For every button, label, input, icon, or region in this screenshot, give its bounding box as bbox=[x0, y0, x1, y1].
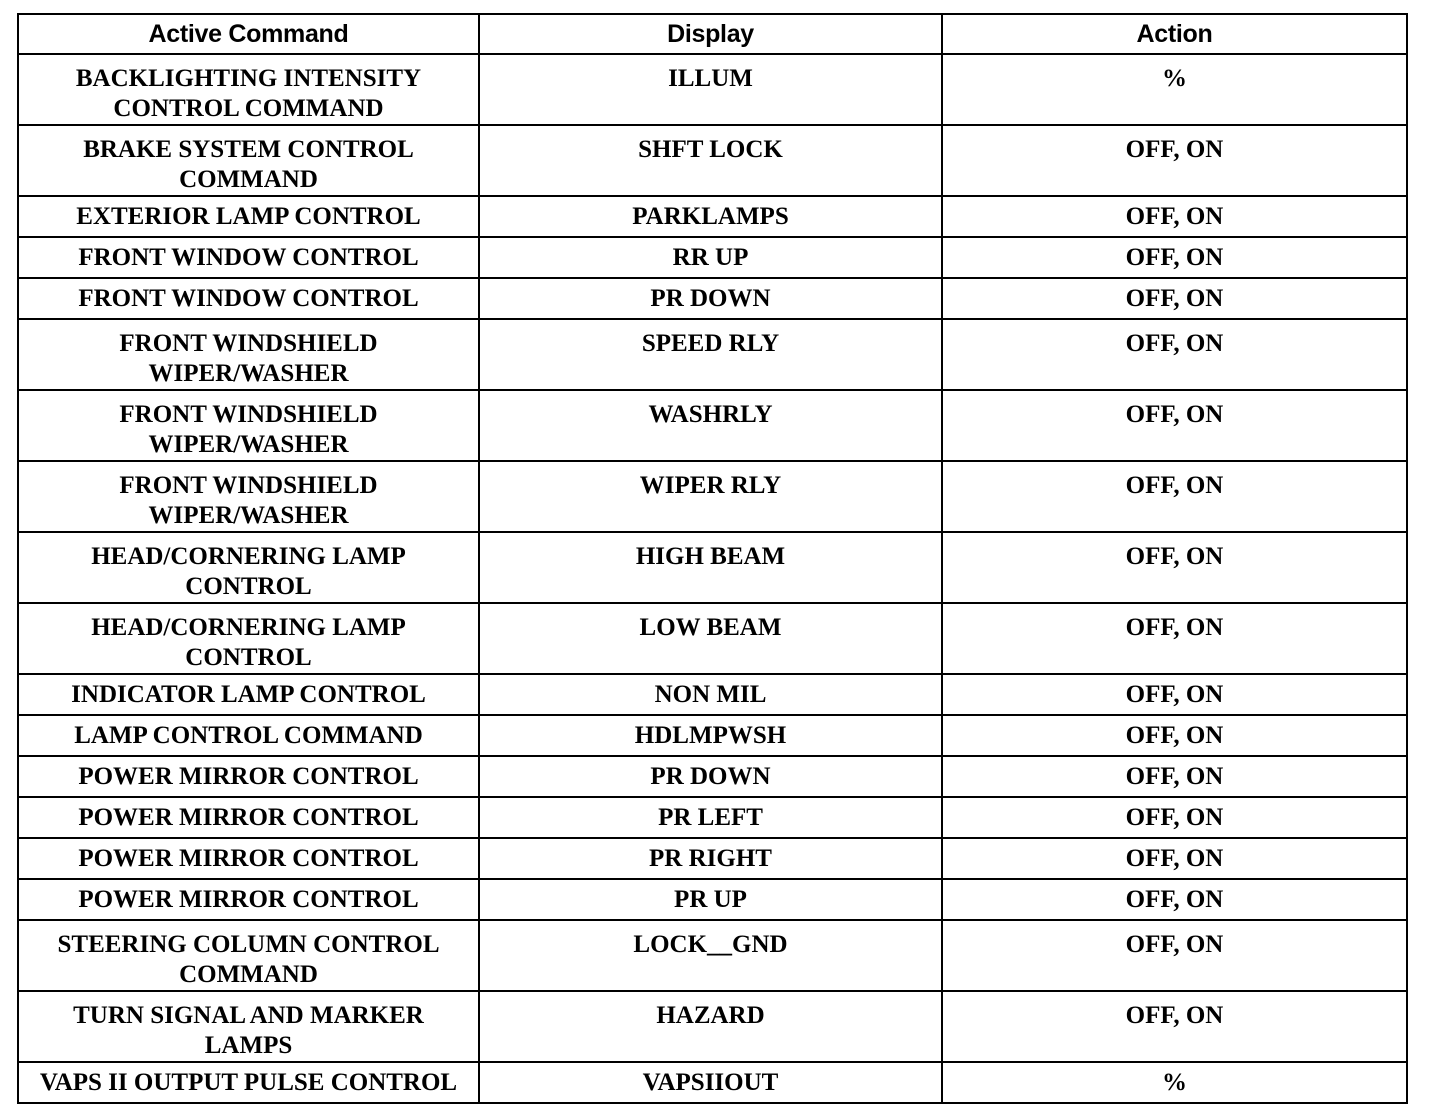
cell-action: OFF, ON bbox=[942, 237, 1407, 278]
command-line: WIPER/WASHER bbox=[148, 502, 349, 529]
cell-active-command bbox=[18, 920, 479, 991]
command-line: POWER MIRROR CONTROL bbox=[78, 763, 419, 790]
command-line: CONTROL bbox=[185, 644, 312, 671]
cell-display: SHFT LOCK bbox=[479, 125, 942, 196]
table-row bbox=[18, 54, 1407, 125]
cell-display: LOW BEAM bbox=[479, 603, 942, 674]
table-row bbox=[18, 196, 1407, 237]
cell-display: PR UP bbox=[479, 879, 942, 920]
command-line: LAMPS bbox=[204, 1032, 293, 1059]
table-row bbox=[18, 674, 1407, 715]
command-line: POWER MIRROR CONTROL bbox=[78, 804, 419, 831]
cell-display: PR DOWN bbox=[479, 756, 942, 797]
cell-action: OFF, ON bbox=[942, 278, 1407, 319]
command-line: FRONT WINDOW CONTROL bbox=[78, 244, 419, 271]
command-line: BACKLIGHTING INTENSITY bbox=[75, 65, 422, 92]
command-line: FRONT WINDOW CONTROL bbox=[78, 285, 419, 312]
table-row bbox=[18, 532, 1407, 603]
cell-active-command bbox=[18, 461, 479, 532]
cell-action: OFF, ON bbox=[942, 920, 1407, 991]
cell-active-command bbox=[18, 319, 479, 390]
command-line: STEERING COLUMN CONTROL bbox=[57, 931, 440, 958]
cell-active-command bbox=[18, 390, 479, 461]
command-line: TURN SIGNAL AND MARKER bbox=[73, 1002, 424, 1029]
command-line: POWER MIRROR CONTROL bbox=[78, 886, 419, 913]
cell-active-command bbox=[18, 879, 479, 920]
command-line: COMMAND bbox=[179, 961, 318, 988]
cell-display: RR UP bbox=[479, 237, 942, 278]
table-row bbox=[18, 1062, 1407, 1103]
cell-display: PR RIGHT bbox=[479, 838, 942, 879]
cell-display: HDLMPWSH bbox=[479, 715, 942, 756]
cell-action: OFF, ON bbox=[942, 715, 1407, 756]
cell-active-command bbox=[18, 237, 479, 278]
cell-display: ILLUM bbox=[479, 54, 942, 125]
cell-active-command bbox=[18, 715, 479, 756]
cell-action: OFF, ON bbox=[942, 461, 1407, 532]
table-row bbox=[18, 838, 1407, 879]
command-line: CONTROL COMMAND bbox=[113, 95, 384, 122]
command-line: BRAKE SYSTEM CONTROL bbox=[83, 136, 414, 163]
command-line: FRONT WINDSHIELD bbox=[119, 330, 378, 357]
command-line: EXTERIOR LAMP CONTROL bbox=[76, 203, 421, 230]
cell-display: NON MIL bbox=[479, 674, 942, 715]
cell-active-command bbox=[18, 603, 479, 674]
cell-display: SPEED RLY bbox=[479, 319, 942, 390]
command-line: COMMAND bbox=[179, 166, 318, 193]
table-row bbox=[18, 920, 1407, 991]
cell-display: WASHRLY bbox=[479, 390, 942, 461]
table-row bbox=[18, 715, 1407, 756]
cell-action: % bbox=[942, 54, 1407, 125]
active-command-table bbox=[17, 13, 1408, 1104]
cell-display: PR DOWN bbox=[479, 278, 942, 319]
table-row bbox=[18, 278, 1407, 319]
header-display: Display bbox=[479, 14, 942, 54]
command-line: WIPER/WASHER bbox=[148, 431, 349, 458]
cell-active-command bbox=[18, 674, 479, 715]
cell-display: HIGH BEAM bbox=[479, 532, 942, 603]
command-line: HEAD/CORNERING LAMP bbox=[91, 543, 406, 570]
cell-display: PARKLAMPS bbox=[479, 196, 942, 237]
cell-action: % bbox=[942, 1062, 1407, 1103]
cell-display: HAZARD bbox=[479, 991, 942, 1062]
cell-display: PR LEFT bbox=[479, 797, 942, 838]
table-row bbox=[18, 319, 1407, 390]
header-action: Action bbox=[942, 14, 1407, 54]
cell-action: OFF, ON bbox=[942, 196, 1407, 237]
cell-active-command bbox=[18, 756, 479, 797]
command-line: FRONT WINDSHIELD bbox=[119, 401, 378, 428]
command-line: POWER MIRROR CONTROL bbox=[78, 845, 419, 872]
table-row bbox=[18, 756, 1407, 797]
cell-action: OFF, ON bbox=[942, 991, 1407, 1062]
table-row bbox=[18, 879, 1407, 920]
cell-active-command bbox=[18, 196, 479, 237]
command-line: INDICATOR LAMP CONTROL bbox=[71, 681, 426, 708]
cell-action: OFF, ON bbox=[942, 603, 1407, 674]
command-line: HEAD/CORNERING LAMP bbox=[91, 614, 406, 641]
cell-active-command bbox=[18, 991, 479, 1062]
command-line: WIPER/WASHER bbox=[148, 360, 349, 387]
cell-display: WIPER RLY bbox=[479, 461, 942, 532]
table-row bbox=[18, 797, 1407, 838]
header-active-command: Active Command bbox=[18, 14, 479, 54]
command-line: LAMP CONTROL COMMAND bbox=[74, 722, 423, 749]
table-row bbox=[18, 125, 1407, 196]
cell-active-command bbox=[18, 797, 479, 838]
table-row bbox=[18, 237, 1407, 278]
cell-display: VAPSIIOUT bbox=[479, 1062, 942, 1103]
table-row bbox=[18, 390, 1407, 461]
cell-action: OFF, ON bbox=[942, 756, 1407, 797]
command-line: VAPS II OUTPUT PULSE CONTROL bbox=[39, 1069, 458, 1096]
cell-action: OFF, ON bbox=[942, 532, 1407, 603]
table-row bbox=[18, 991, 1407, 1062]
cell-display: LOCK__GND bbox=[479, 920, 942, 991]
cell-active-command bbox=[18, 532, 479, 603]
cell-active-command bbox=[18, 125, 479, 196]
cell-action: OFF, ON bbox=[942, 390, 1407, 461]
cell-action: OFF, ON bbox=[942, 674, 1407, 715]
cell-action: OFF, ON bbox=[942, 319, 1407, 390]
cell-active-command bbox=[18, 838, 479, 879]
cell-action: OFF, ON bbox=[942, 125, 1407, 196]
command-line: CONTROL bbox=[185, 573, 312, 600]
cell-action: OFF, ON bbox=[942, 879, 1407, 920]
cell-action: OFF, ON bbox=[942, 797, 1407, 838]
table-body bbox=[18, 54, 1407, 1103]
cell-active-command bbox=[18, 54, 479, 125]
cell-action: OFF, ON bbox=[942, 838, 1407, 879]
cell-active-command bbox=[18, 278, 479, 319]
table-row bbox=[18, 461, 1407, 532]
table-row bbox=[18, 603, 1407, 674]
cell-active-command bbox=[18, 1062, 479, 1103]
command-line: FRONT WINDSHIELD bbox=[119, 472, 378, 499]
header-row bbox=[18, 14, 1407, 54]
